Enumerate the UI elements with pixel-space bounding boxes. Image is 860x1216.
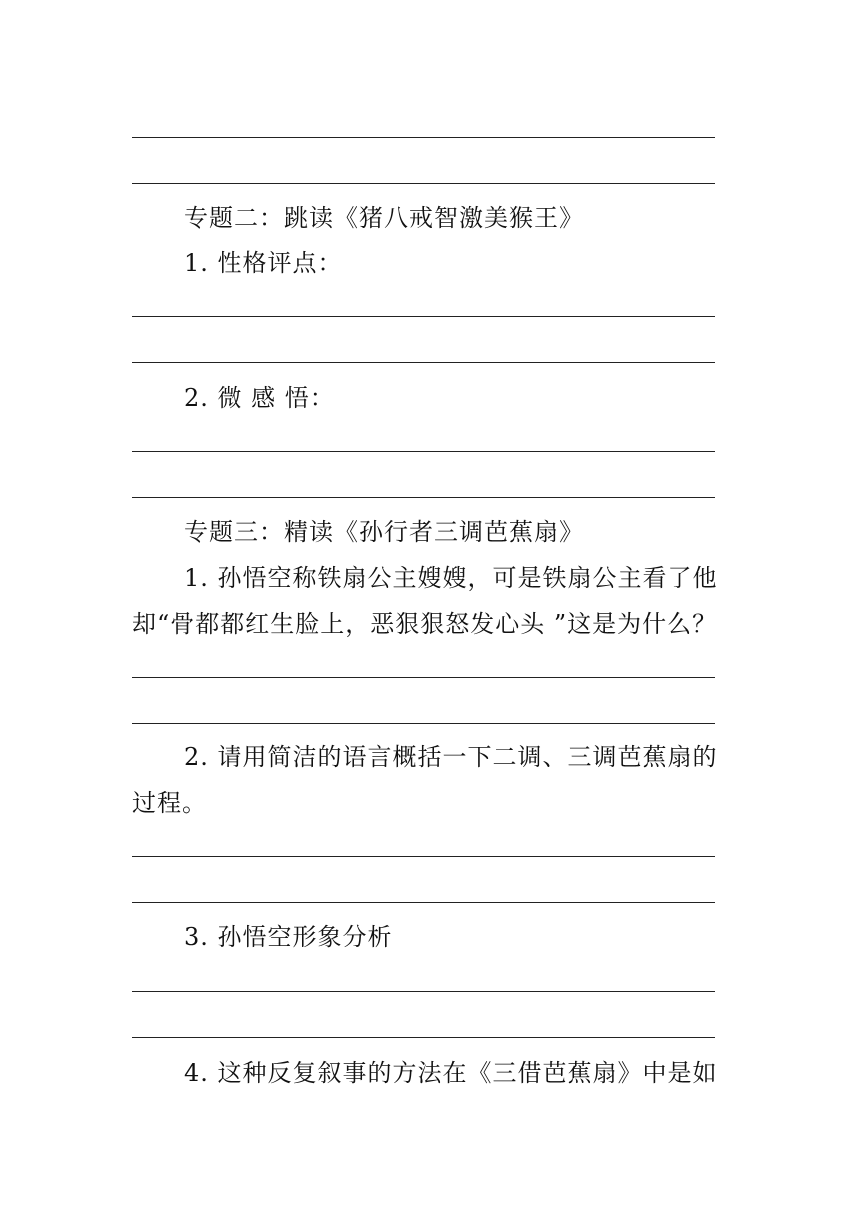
answer-line xyxy=(132,856,715,857)
section-3-question-3: 3. 孙悟空形象分析 xyxy=(184,923,393,951)
answer-line xyxy=(132,677,715,678)
answer-line xyxy=(132,362,715,363)
section-3-title: 专题三：精读《孙行者三调芭蕉扇》 xyxy=(184,518,584,546)
section-3-question-2-line-2: 过程。 xyxy=(132,789,207,817)
section-2-question-2: 2. 微 感 悟： xyxy=(184,384,335,412)
answer-line xyxy=(132,723,715,724)
section-3-question-4-line-1: 4. 这种反复叙事的方法在《三借芭蕉扇》中是如 xyxy=(184,1059,718,1087)
answer-line xyxy=(132,451,715,452)
section-3-question-1-line-1: 1. 孙悟空称铁扇公主嫂嫂，可是铁扇公主看了他 xyxy=(184,564,718,592)
answer-line xyxy=(132,316,715,317)
section-2-title: 专题二：跳读《猪八戒智激美猴王》 xyxy=(184,204,584,232)
answer-line xyxy=(132,183,715,184)
answer-line xyxy=(132,991,715,992)
answer-line xyxy=(132,902,715,903)
section-2-question-1: 1. 性格评点： xyxy=(184,249,343,277)
section-3-question-2-line-1: 2. 请用简洁的语言概括一下二调、三调芭蕉扇的 xyxy=(184,743,718,771)
answer-line xyxy=(132,497,715,498)
answer-line xyxy=(132,137,715,138)
section-3-question-1-line-2: 却“骨都都红生脸上，恶狠狠怒发心头 ”这是为什么？ xyxy=(132,610,718,638)
answer-line xyxy=(132,1037,715,1038)
